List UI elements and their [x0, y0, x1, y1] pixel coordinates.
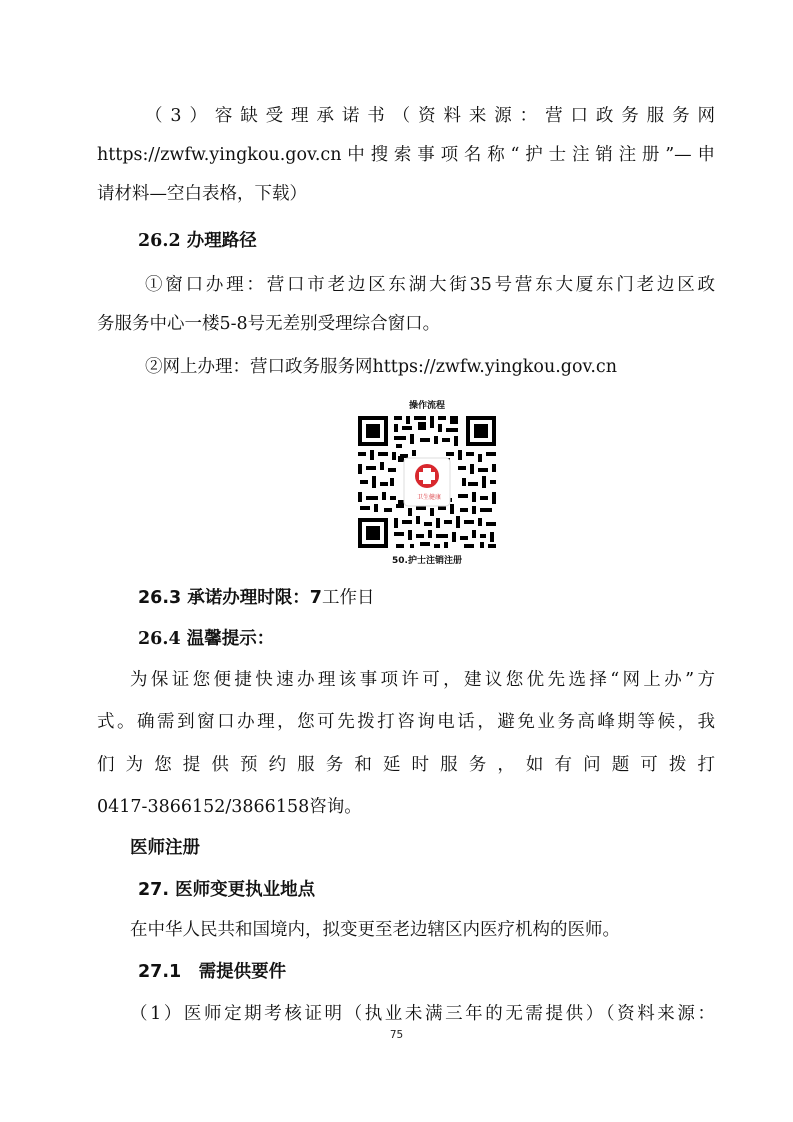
paragraph-line: ①窗口办理：营口市老边区东湖大街35号营东大厦东门老边区政	[145, 275, 715, 295]
paragraph-line: 务服务中心一楼5-8号无差别受理综合窗口。	[97, 314, 441, 334]
section-heading-27: 27. 医师变更执业地点	[138, 880, 316, 900]
paragraph-line: （3）容缺受理承诺书（资料来源：营口政务服务网	[145, 106, 715, 126]
qr-code-block	[352, 398, 502, 566]
section-heading-26-3	[138, 586, 374, 610]
qr-code-image	[354, 412, 500, 552]
tip-line: 0417-3866152/3866158咨询。	[97, 797, 362, 817]
page-number: 75	[389, 1029, 404, 1041]
tip-line: 为保证您便捷快速办理该事项许可，建议您优先选择“网上办”方	[130, 670, 715, 690]
section-heading-value: 工作日	[321, 588, 375, 608]
qr-caption: 50.护士注销注册	[392, 556, 462, 566]
paragraph-line: https://zwfw.yingkou.gov.cn中搜索事项名称“护士注销注册”—申	[97, 145, 715, 165]
paragraph-line: （1）医师定期考核证明（执业未满三年的无需提供）（资料来源：	[130, 1004, 715, 1024]
section-heading-26-4: 26.4 温馨提示：	[138, 629, 275, 649]
paragraph-line: 请材料—空白表格，下载）	[97, 184, 307, 204]
qr-logo-text: 卫生健康	[416, 494, 441, 501]
paragraph-line: 在中华人民共和国境内，拟变更至老边辖区内医疗机构的医师。	[130, 920, 620, 940]
section-heading-26-2: 26.2 办理路径	[138, 231, 257, 251]
qr-title: 操作流程	[408, 401, 445, 411]
category-heading: 医师注册	[130, 838, 200, 858]
paragraph-line: ②网上办理：营口政务服务网https://zwfw.yingkou.gov.cn	[145, 357, 617, 377]
section-heading-27-1: 27.1 需提供要件	[138, 962, 287, 982]
tip-line: 式。确需到窗口办理，您可先拨打咨询电话，避免业务高峰期等候，我	[97, 712, 715, 732]
section-heading-label: 26.3 承诺办理时限：7	[138, 588, 322, 608]
tip-line: 们为您提供预约服务和延时服务，如有问题可拨打	[97, 755, 715, 775]
